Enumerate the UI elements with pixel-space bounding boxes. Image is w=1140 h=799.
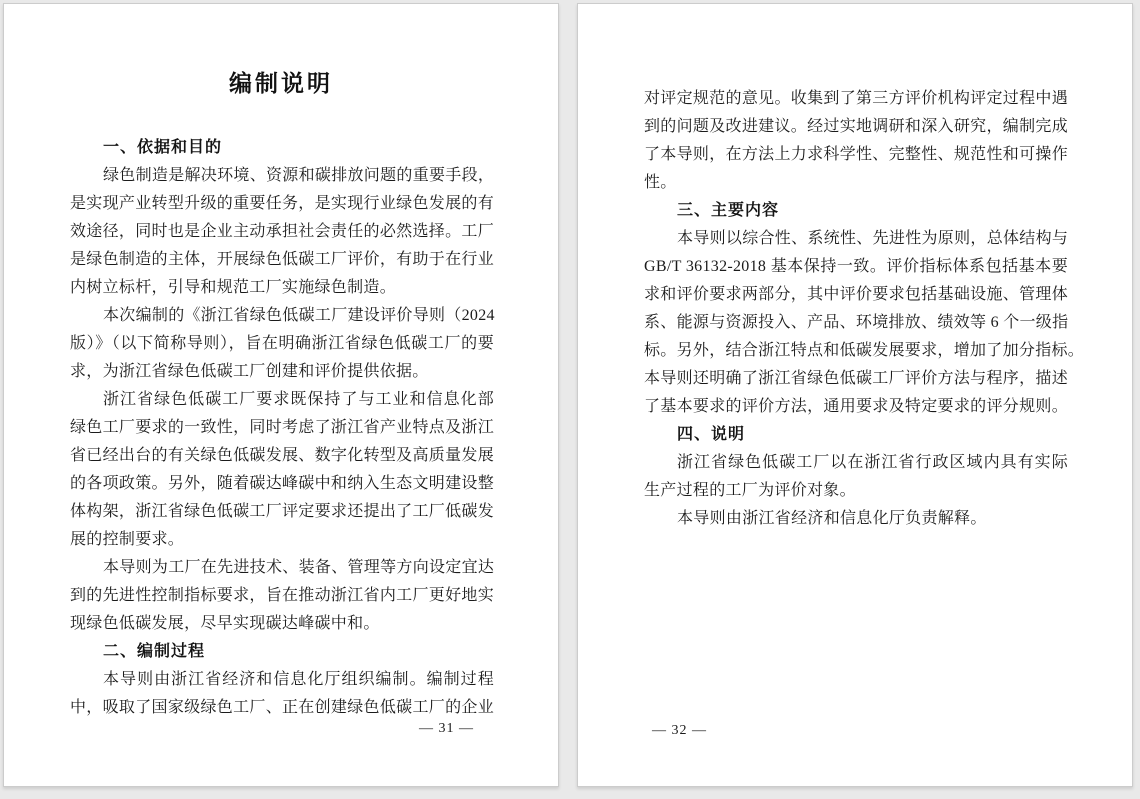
text-line: 浙江省绿色低碳工厂以在浙江省行政区域内具有实际 — [677, 454, 1068, 471]
text-line: 绿色工厂要求的一致性，同时考虑了浙江省产业特点及浙江 — [70, 419, 494, 436]
text-line: 性。 — [644, 174, 677, 191]
document-page-right — [577, 3, 1133, 787]
document-title: 编制说明 — [229, 71, 333, 96]
text-line: GB/T 36132-2018 基本保持一致。评价指标体系包括基本要 — [644, 258, 1068, 275]
text-line: 了基本要求的评价方法，通用要求及特定要求的评分规则。 — [644, 398, 1068, 415]
text-line: 现绿色低碳发展，尽早实现碳达峰碳中和。 — [70, 615, 380, 632]
text-line: 本导则由浙江省经济和信息化厅负责解释。 — [677, 510, 987, 527]
text-line: 求和评价要求两部分，其中评价要求包括基础设施、管理体 — [644, 286, 1068, 303]
section-heading: 四、说明 — [677, 426, 746, 443]
text-line: 省已经出台的有关绿色低碳发展、数字化转型及高质量发展 — [70, 447, 494, 464]
text-line: 本导则为工厂在先进技术、装备、管理等方向设定宜达 — [103, 559, 495, 576]
text-line: 到的先进性控制指标要求，旨在推动浙江省内工厂更好地实 — [70, 587, 494, 604]
text-line: 展的控制要求。 — [70, 531, 185, 548]
text-line: 到的问题及改进建议。经过实地调研和深入研究，编制完成 — [644, 118, 1068, 135]
text-line: 绿色制造是解决环境、资源和碳排放问题的重要手段， — [103, 167, 495, 184]
text-line: 浙江省绿色低碳工厂要求既保持了与工业和信息化部 — [103, 391, 494, 408]
text-line: 效途径，同时也是企业主动承担社会责任的必然选择。工厂 — [70, 223, 494, 240]
text-line: 本导则还明确了浙江省绿色低碳工厂评价方法与程序，描述 — [644, 370, 1068, 387]
text-line: 系、能源与资源投入、产品、环境排放、绩效等 6 个一级指 — [644, 314, 1069, 331]
section-heading: 一、依据和目的 — [103, 139, 223, 156]
page-number: — 31 — — [419, 721, 474, 736]
document-page-left — [3, 3, 559, 787]
text-line: 生产过程的工厂为评价对象。 — [644, 482, 856, 499]
text-line: 是实现产业转型升级的重要任务，是实现行业绿色发展的有 — [70, 195, 494, 212]
text-line: 中，吸取了国家级绿色工厂、正在创建绿色低碳工厂的企业 — [70, 699, 494, 716]
text-line: 的各项政策。另外，随着碳达峰碳中和纳入生态文明建设整 — [70, 475, 494, 492]
text-line: 本导则以综合性、系统性、先进性为原则，总体结构与 — [677, 230, 1069, 247]
text-line: 本次编制的《浙江省绿色低碳工厂建设评价导则（2024 — [103, 307, 495, 324]
text-line: 版）》（以下简称导则），旨在明确浙江省绿色低碳工厂的要 — [70, 335, 494, 352]
text-line: 求，为浙江省绿色低碳工厂创建和评价提供依据。 — [70, 363, 429, 380]
text-line: 体构架，浙江省绿色低碳工厂评定要求还提出了工厂低碳发 — [70, 503, 494, 520]
text-line: 标。另外，结合浙江特点和低碳发展要求，增加了加分指标。 — [644, 342, 1085, 359]
page-right-text-column — [644, 85, 1085, 533]
text-line: 内树立标杆，引导和规范工厂实施绿色制造。 — [70, 279, 397, 296]
page-number: — 32 — — [652, 723, 707, 738]
section-heading: 二、编制过程 — [103, 643, 206, 660]
section-heading: 三、主要内容 — [677, 202, 780, 219]
text-line: 对评定规范的意见。收集到了第三方评价机构评定过程中遇 — [644, 90, 1068, 107]
page-left-text-column — [70, 134, 494, 722]
text-line: 了本导则，在方法上力求科学性、完整性、规范性和可操作 — [644, 146, 1068, 163]
text-line: 是绿色制造的主体，开展绿色低碳工厂评价，有助于在行业 — [70, 251, 494, 268]
text-line: 本导则由浙江省经济和信息化厅组织编制。编制过程 — [103, 671, 494, 688]
